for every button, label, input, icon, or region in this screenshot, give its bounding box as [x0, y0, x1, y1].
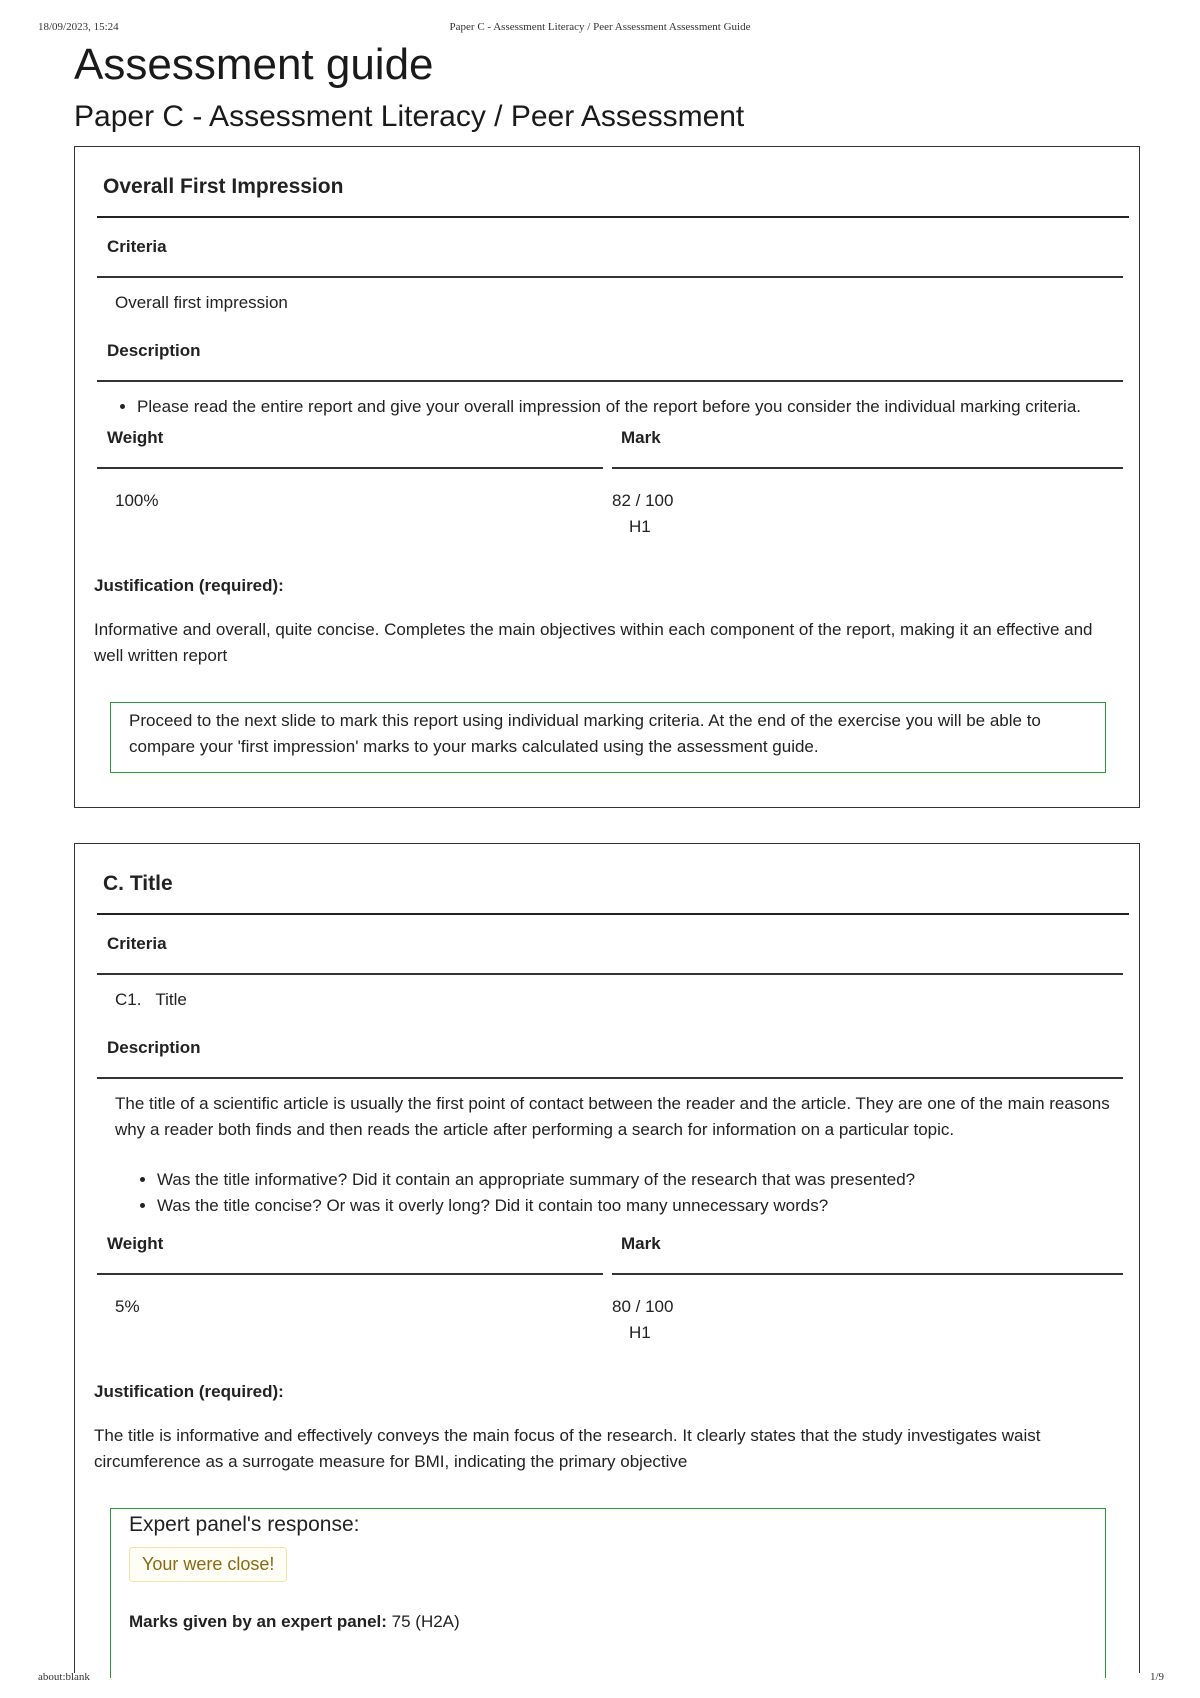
- justification-label: Justification (required):: [94, 576, 284, 595]
- weight-label: Weight: [107, 428, 164, 447]
- justification-text: The title is informative and effectively conveys the main focus of the research. It clearly states that the study investigates waist circumference as a surrogate measure for BMI, indicating the primary objective: [94, 1426, 1041, 1471]
- overall-impression-card: [74, 146, 1140, 808]
- criteria-label: Criteria: [107, 237, 167, 256]
- weight-label: Weight: [107, 1234, 164, 1253]
- criteria-value: Overall first impression: [115, 293, 288, 312]
- title-criterion-card: [74, 843, 1140, 1673]
- mark-grade: H1: [629, 517, 651, 536]
- section-heading: C. Title: [103, 872, 173, 895]
- divider: [97, 1077, 1123, 1079]
- expert-response-box: [110, 1508, 1106, 1678]
- criteria-number: C1.: [115, 990, 142, 1009]
- divider: [97, 467, 603, 469]
- expert-marks: [129, 1609, 460, 1635]
- description-label: Description: [107, 341, 201, 360]
- expert-marks-label: Marks given by an expert panel:: [129, 1612, 387, 1631]
- divider: [97, 216, 1129, 218]
- page-title: Assessment guide: [74, 40, 434, 89]
- criteria-item: [115, 987, 187, 1013]
- weight-value: 5%: [115, 1297, 140, 1316]
- mark-label: Mark: [621, 428, 661, 447]
- mark-label: Mark: [621, 1234, 661, 1253]
- divider: [612, 467, 1123, 469]
- divider: [612, 1273, 1123, 1275]
- weight-value: 100%: [115, 491, 159, 510]
- criteria-value: Title: [155, 990, 187, 1009]
- mark-value: 80 / 100: [612, 1297, 674, 1316]
- page-number: 1/9: [1149, 1671, 1164, 1683]
- description-label: Description: [107, 1038, 201, 1057]
- list-item: • Was the title informative? Did it contain an appropriate summary of the research that was presented?: [157, 1167, 1117, 1193]
- expert-marks-value: 75 (H2A): [391, 1612, 460, 1631]
- print-document-title: Paper C - Assessment Literacy / Peer Assessment Assessment Guide: [449, 21, 751, 33]
- expert-heading: Expert panel's response:: [129, 1513, 360, 1536]
- divider: [97, 276, 1123, 278]
- description-list: [157, 1167, 1117, 1219]
- divider: [97, 380, 1123, 382]
- section-heading: Overall First Impression: [103, 175, 344, 198]
- divider: [97, 1273, 603, 1275]
- description-list: [137, 394, 1127, 420]
- print-date: 18/09/2023, 15:24: [38, 21, 119, 33]
- justification-text: Informative and overall, quite concise. Completes the main objectives within each component of the report, making it an effective and well written report: [94, 620, 1093, 665]
- page-subtitle: Paper C - Assessment Literacy / Peer Assessment: [74, 100, 745, 133]
- justification-label: Justification (required):: [94, 1382, 284, 1401]
- mark-grade: H1: [629, 1323, 651, 1342]
- mark-value: 82 / 100: [612, 491, 674, 510]
- print-header: [0, 21, 1200, 37]
- next-slide-note: [110, 702, 1106, 773]
- criteria-label: Criteria: [107, 934, 167, 953]
- print-url: about:blank: [38, 1671, 90, 1683]
- note-text: Proceed to the next slide to mark this report using individual marking criteria. At the end of the exercise you will be able to compare your 'first impression' marks to your marks calculated using the assessment guide.: [129, 711, 1041, 756]
- divider: [97, 973, 1123, 975]
- list-item: • Was the title concise? Or was it overly long? Did it contain too many unnecessary words?: [157, 1193, 1117, 1219]
- feedback-badge: Your were close!: [129, 1547, 287, 1582]
- list-item: • Please read the entire report and give your overall impression of the report before you consider the individual marking criteria.: [137, 394, 1127, 420]
- description-text: The title of a scientific article is usually the first point of contact between the reader and the article. They are one of the main reasons why a reader both finds and then reads the article after performing a search for information on a particular topic.: [115, 1094, 1110, 1139]
- divider: [97, 913, 1129, 915]
